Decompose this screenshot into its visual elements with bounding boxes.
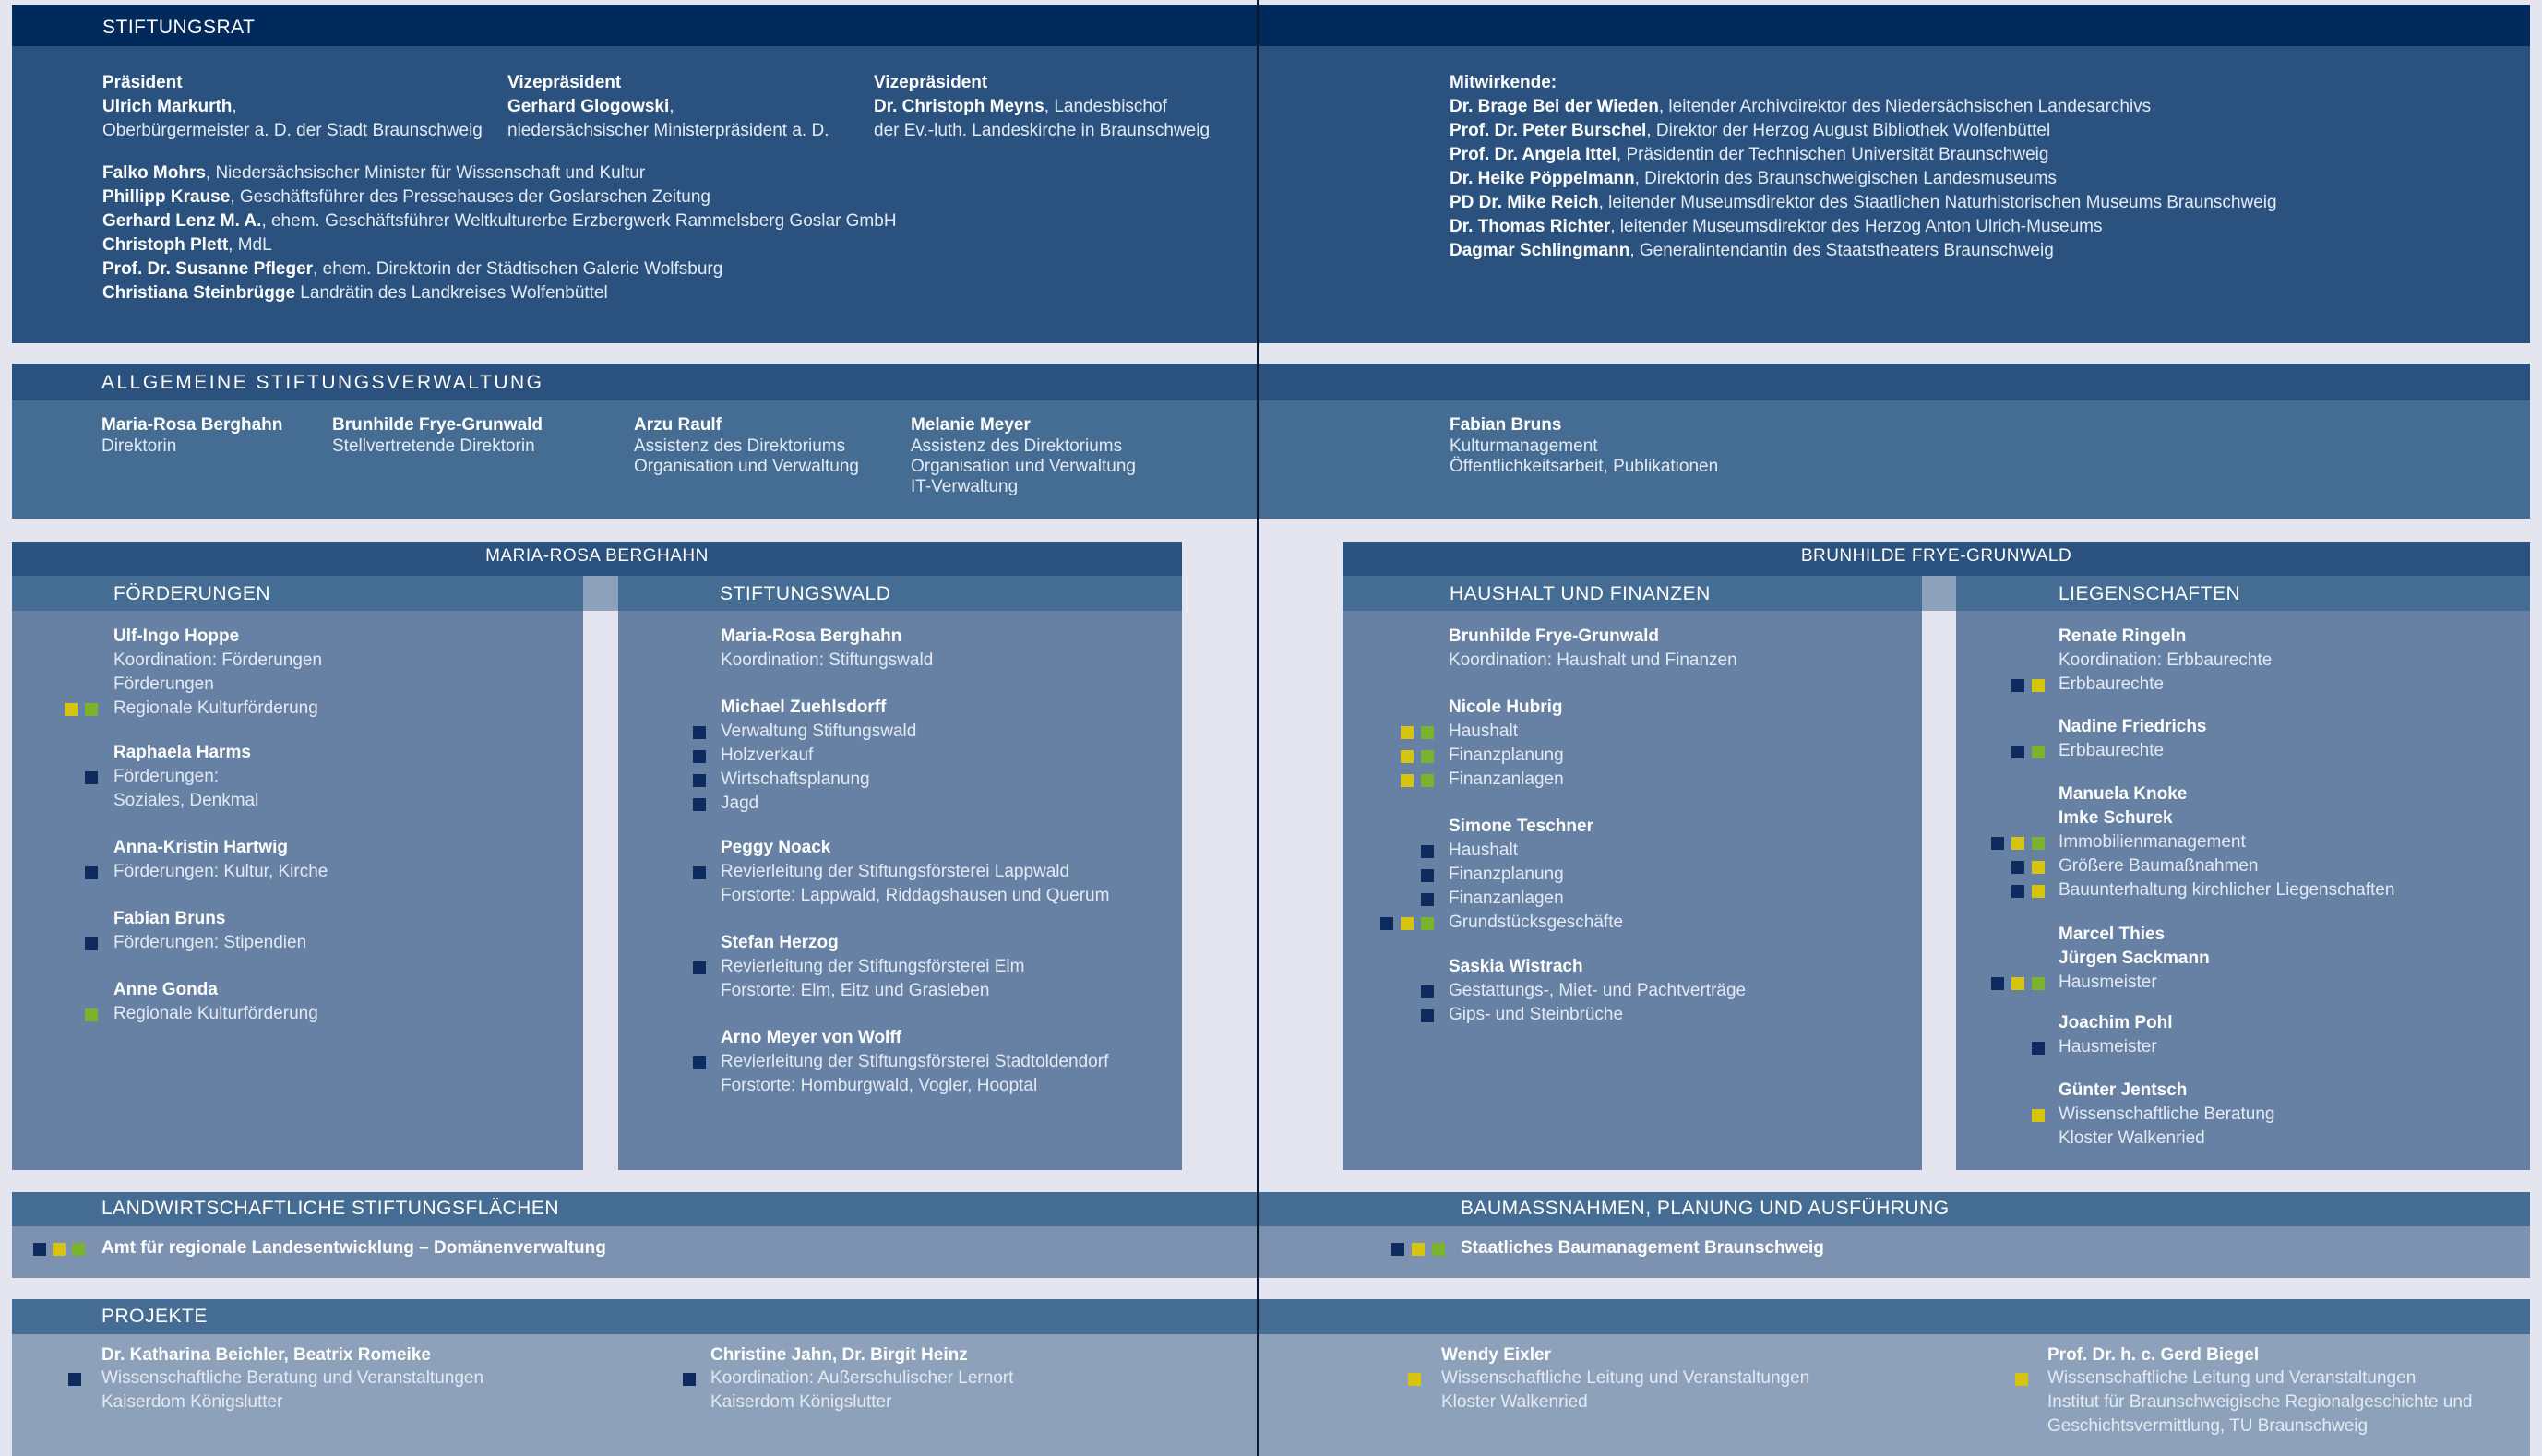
person-task: Soziales, Denkmal: [113, 791, 259, 810]
person-task: Finanzplanung: [1449, 865, 1564, 884]
contributor-desc: , Direktorin des Braunschweigischen Landesmuseums: [1634, 169, 2057, 188]
marker-navy: [33, 1243, 46, 1256]
staff-name: Arzu Raulf: [634, 415, 722, 435]
stiftungsrat-header-bar: [12, 5, 2530, 46]
person-task: Koordination: Erbbaurechte: [2059, 650, 2273, 670]
project-task: Wissenschaftliche Leitung und Veranstaltungen: [2047, 1368, 2417, 1388]
marker-yellow: [2032, 1109, 2045, 1122]
board-member-desc: , MdL: [228, 235, 272, 255]
stiftungsrat-title: STIFTUNGSRAT: [102, 17, 256, 38]
marker-yellow: [65, 703, 78, 716]
person-task: Erbbaurechte: [2059, 741, 2165, 760]
marker-navy: [683, 1373, 696, 1386]
marker-green: [85, 1008, 98, 1021]
bau-item: Staatliches Baumanagement Braunschweig: [1461, 1238, 1824, 1258]
marker-navy: [1380, 917, 1393, 930]
marker-green: [85, 703, 98, 716]
board-member-name: Falko Mohrs: [102, 163, 206, 183]
marker-yellow: [2032, 885, 2045, 898]
vice2-role: Vizepräsident: [874, 73, 988, 92]
marker-navy: [1421, 845, 1434, 858]
staff-role: Stellvertretende Direktorin: [332, 436, 535, 456]
marker-green: [2032, 977, 2045, 990]
haushalt-title: HAUSHALT UND FINANZEN: [1450, 583, 1711, 604]
contributor-name: Dr. Brage Bei der Wieden: [1450, 97, 1659, 116]
person-name: Simone Teschner: [1449, 817, 1593, 836]
contributor: [1450, 191, 2277, 215]
contributor-name: Prof. Dr. Peter Burschel: [1450, 121, 1647, 140]
marker-navy: [2011, 885, 2024, 898]
person-name: Anna-Kristin Hartwig: [113, 838, 288, 857]
person-name: Saskia Wistrach: [1449, 957, 1583, 976]
person-task: Verwaltung Stiftungswald: [721, 722, 917, 741]
contributor-name: Dr. Heike Pöppelmann: [1450, 169, 1635, 188]
person-name: Michael Zuehlsdorff: [721, 698, 887, 717]
marker-yellow: [1401, 726, 1414, 739]
marker-navy: [693, 798, 706, 811]
person-task: Forstorte: Homburgwald, Vogler, Hooptal: [721, 1076, 1038, 1095]
staff-name: Fabian Bruns: [1450, 415, 1562, 435]
project-task: Koordination: Außerschulischer Lernort: [710, 1368, 1014, 1388]
bau-title: BAUMASSNAHMEN, PLANUNG UND AUSFÜHRUNG: [1461, 1198, 1950, 1219]
person-name: Anne Gonda: [113, 980, 218, 999]
person-task: Bauunterhaltung kirchlicher Liegenschaften: [2059, 880, 2395, 900]
person-name: Renate Ringeln: [2059, 627, 2187, 646]
marker-green: [1421, 726, 1434, 739]
staff-role: Assistenz des Direktoriums: [911, 436, 1123, 456]
contributor: [1450, 95, 2151, 119]
board-member-desc: , ehem. Geschäftsführer Weltkulturerbe Erzbergwerk Rammelsberg Goslar GmbH: [261, 211, 897, 231]
vice1-name-line: Gerhard Glogowski,: [507, 97, 674, 116]
landwirtschaft-title: LANDWIRTSCHAFTLICHE STIFTUNGSFLÄCHEN: [101, 1198, 559, 1219]
contributor-name: PD Dr. Mike Reich: [1450, 193, 1599, 212]
marker-navy: [1421, 869, 1434, 882]
marker-yellow: [1401, 750, 1414, 763]
marker-green: [1421, 917, 1434, 930]
person-name: Nadine Friedrichs: [2059, 717, 2207, 736]
person-task: Förderungen:: [113, 767, 220, 786]
marker-green: [1421, 750, 1434, 763]
marker-navy: [68, 1373, 81, 1386]
board-member: [102, 281, 608, 305]
staff-role: Direktorin: [101, 436, 177, 456]
staff-name: Maria-Rosa Berghahn: [101, 415, 283, 435]
person-task: Forstorte: Elm, Eitz und Grasleben: [721, 981, 990, 1000]
contributor-desc: , leitender Archivdirektor des Niedersächsischen Landesarchivs: [1658, 97, 2152, 116]
board-member: [102, 233, 272, 257]
board-member: [102, 209, 897, 233]
projekte-title: PROJEKTE: [101, 1306, 208, 1327]
person-task: Finanzanlagen: [1449, 770, 1564, 789]
person-name: Maria-Rosa Berghahn: [721, 627, 902, 646]
board-member-name: Phillipp Krause: [102, 187, 231, 207]
center-divider: [1257, 0, 1259, 1456]
project-person: Dr. Katharina Beichler, Beatrix Romeike: [101, 1345, 431, 1365]
board-member-desc: Landrätin des Landkreises Wolfenbüttel: [295, 283, 608, 303]
marker-yellow: [2011, 837, 2024, 850]
person-task: Wirtschaftsplanung: [721, 770, 870, 789]
marker-green: [2032, 746, 2045, 758]
staff-role: Organisation und Verwaltung: [634, 457, 859, 476]
person-task: Koordination: Haushalt und Finanzen: [1449, 650, 1737, 670]
person-name: Peggy Noack: [721, 838, 831, 857]
contributor: [1450, 119, 2050, 143]
person-name: Ulf-Ingo Hoppe: [113, 627, 240, 646]
marker-navy: [2011, 861, 2024, 874]
person-task: Haushalt: [1449, 722, 1518, 741]
person-name: Imke Schurek: [2059, 808, 2173, 828]
contributor-name: Prof. Dr. Angela Ittel: [1450, 145, 1617, 164]
contributor-name: Dagmar Schlingmann: [1450, 241, 1630, 260]
marker-navy: [2011, 679, 2024, 692]
person-task: Koordination: Förderungen: [113, 650, 323, 670]
person-task: Förderungen: Kultur, Kirche: [113, 862, 328, 881]
person-task: Finanzplanung: [1449, 746, 1564, 765]
project-task: Institut für Braunschweigische Regionalgeschichte und: [2047, 1392, 2473, 1412]
board-member: [102, 257, 722, 281]
marker-navy: [1421, 1009, 1434, 1022]
person-task: Finanzanlagen: [1449, 889, 1564, 908]
person-name: Marcel Thies: [2059, 925, 2166, 944]
project-task: Geschichtsvermittlung, TU Braunschweig: [2047, 1416, 2369, 1436]
president-name-line: Ulrich Markurth,: [102, 97, 237, 116]
right-group-title: BRUNHILDE FRYE-GRUNWALD: [1800, 546, 2072, 566]
president-desc: Oberbürgermeister a. D. der Stadt Braunschweig: [102, 121, 483, 140]
marker-navy: [85, 771, 98, 784]
contributor: [1450, 215, 2103, 239]
vice2-name-line: Dr. Christoph Meyns, Landesbischof: [874, 97, 1167, 116]
vice1-role: Vizepräsident: [507, 73, 622, 92]
board-member: [102, 185, 710, 209]
person-name: Stefan Herzog: [721, 933, 839, 952]
contributors-label: Mitwirkende:: [1450, 73, 1557, 92]
vice2-desc: der Ev.-luth. Landeskirche in Braunschweig: [874, 121, 1211, 140]
staff-role: Assistenz des Direktoriums: [634, 436, 846, 456]
staff-role: Öffentlichkeitsarbeit, Publikationen: [1450, 457, 1719, 476]
marker-navy: [693, 750, 706, 763]
person-task: Gips- und Steinbrüche: [1449, 1005, 1624, 1024]
person-task: Forstorte: Lappwald, Riddagshausen und Querum: [721, 886, 1110, 905]
verwaltung-title: ALLGEMEINE STIFTUNGSVERWALTUNG: [101, 372, 544, 393]
person-task: Revierleitung der Stiftungsförsterei Stadtoldendorf: [721, 1052, 1109, 1071]
landwirtschaft-item: Amt für regionale Landesentwicklung – Domänenverwaltung: [101, 1238, 606, 1258]
projekte-header-bar: [12, 1299, 2530, 1334]
board-member-desc: , Geschäftsführer des Pressehauses der Goslarschen Zeitung: [230, 187, 710, 207]
board-member-name: Prof. Dr. Susanne Pfleger: [102, 259, 314, 279]
foerderungen-divider: [583, 576, 618, 611]
marker-yellow: [2032, 861, 2045, 874]
marker-navy: [2032, 1042, 2045, 1055]
person-task: Immobilienmanagement: [2059, 832, 2246, 852]
person-task: Jagd: [721, 794, 759, 813]
wald-title: STIFTUNGSWALD: [720, 583, 891, 604]
project-task: Kloster Walkenried: [1441, 1392, 1588, 1412]
person-name: Raphaela Harms: [113, 743, 251, 762]
marker-yellow: [2011, 977, 2024, 990]
person-task: Revierleitung der Stiftungsförsterei Lappwald: [721, 862, 1070, 881]
marker-navy: [693, 961, 706, 974]
marker-green: [72, 1243, 85, 1256]
wald-header: [618, 576, 1182, 611]
president-role: Präsident: [102, 73, 183, 92]
liegenschaften-title: LIEGENSCHAFTEN: [2059, 583, 2241, 604]
liegenschaften-header: [1956, 576, 2530, 611]
person-name: Günter Jentsch: [2059, 1080, 2188, 1100]
staff-role: Kulturmanagement: [1450, 436, 1598, 456]
person-task: Hausmeister: [2059, 973, 2157, 992]
project-task: Kaiserdom Königslutter: [101, 1392, 283, 1412]
left-group-title: MARIA-ROSA BERGHAHN: [485, 546, 709, 566]
marker-navy: [1991, 837, 2004, 850]
person-task: Kloster Walkenried: [2059, 1128, 2205, 1148]
contributor: [1450, 167, 2057, 191]
person-name: Joachim Pohl: [2059, 1013, 2173, 1032]
person-name: Nicole Hubrig: [1449, 698, 1563, 717]
board-member: [102, 161, 645, 185]
person-task: Förderungen: Stipendien: [113, 933, 307, 952]
marker-navy: [85, 866, 98, 879]
marker-navy: [693, 866, 706, 879]
staff-name: Brunhilde Frye-Grunwald: [332, 415, 543, 435]
person-name: Brunhilde Frye-Grunwald: [1449, 627, 1660, 646]
project-task: Wissenschaftliche Leitung und Veranstaltungen: [1441, 1368, 1810, 1388]
person-task: Regionale Kulturförderung: [113, 698, 318, 718]
marker-green: [2032, 837, 2045, 850]
marker-yellow: [1401, 774, 1414, 787]
contributor-desc: , Präsidentin der Technischen Universität Braunschweig: [1616, 145, 2049, 164]
person-task: Erbbaurechte: [2059, 674, 2165, 694]
contributor-desc: , leitender Museumsdirektor des Staatlichen Naturhistorischen Museums Braunschweig: [1598, 193, 2277, 212]
person-name: Jürgen Sackmann: [2059, 949, 2210, 968]
contributor: [1450, 239, 2054, 263]
board-member-name: Christoph Plett: [102, 235, 229, 255]
person-name: Fabian Bruns: [113, 909, 226, 928]
marker-navy: [1991, 977, 2004, 990]
marker-yellow: [53, 1243, 66, 1256]
marker-navy: [1391, 1243, 1404, 1256]
staff-role: Organisation und Verwaltung: [911, 457, 1136, 476]
person-task: Koordination: Stiftungswald: [721, 650, 934, 670]
project-person: Wendy Eixler: [1441, 1345, 1551, 1365]
marker-yellow: [2032, 679, 2045, 692]
board-member-desc: , Niedersächsischer Minister für Wissenschaft und Kultur: [205, 163, 646, 183]
board-member-desc: , ehem. Direktorin der Städtischen Galerie Wolfsburg: [313, 259, 723, 279]
marker-yellow: [1408, 1373, 1421, 1386]
foerderungen-title: FÖRDERUNGEN: [113, 583, 271, 604]
marker-navy: [2011, 746, 2024, 758]
marker-green: [1421, 774, 1434, 787]
contributor-desc: , Generalintendantin des Staatstheaters Braunschweig: [1629, 241, 2054, 260]
contributor-desc: , leitender Museumsdirektor des Herzog Anton Ulrich-Museums: [1610, 217, 2103, 236]
marker-yellow: [2015, 1373, 2028, 1386]
marker-navy: [1421, 893, 1434, 906]
marker-navy: [693, 1056, 706, 1069]
person-task: Regionale Kulturförderung: [113, 1004, 318, 1023]
person-task: Gestattungs-, Miet- und Pachtverträge: [1449, 981, 1747, 1000]
marker-yellow: [1412, 1243, 1425, 1256]
project-person: Prof. Dr. h. c. Gerd Biegel: [2047, 1345, 2260, 1365]
person-name: Manuela Knoke: [2059, 784, 2188, 804]
marker-navy: [693, 726, 706, 739]
board-member-name: Gerhard Lenz M. A.: [102, 211, 262, 231]
project-task: Kaiserdom Königslutter: [710, 1392, 892, 1412]
marker-green: [1432, 1243, 1445, 1256]
project-task: Wissenschaftliche Beratung und Veranstaltungen: [101, 1368, 484, 1388]
contributor-desc: , Direktor der Herzog August Bibliothek Wolfenbüttel: [1646, 121, 2051, 140]
project-person: Christine Jahn, Dr. Birgit Heinz: [710, 1345, 968, 1365]
person-task: Förderungen: [113, 674, 214, 694]
contributor: [1450, 143, 2048, 167]
person-task: Haushalt: [1449, 841, 1518, 860]
person-task: Grundstücksgeschäfte: [1449, 913, 1624, 932]
person-task: Revierleitung der Stiftungsförsterei Elm: [721, 957, 1025, 976]
marker-yellow: [1401, 917, 1414, 930]
person-name: Arno Meyer von Wolff: [721, 1028, 901, 1047]
haushalt-divider: [1922, 576, 1956, 611]
person-task: Hausmeister: [2059, 1037, 2157, 1056]
staff-name: Melanie Meyer: [911, 415, 1031, 435]
marker-navy: [693, 774, 706, 787]
person-task: Wissenschaftliche Beratung: [2059, 1104, 2275, 1124]
marker-navy: [85, 937, 98, 950]
person-task: Holzverkauf: [721, 746, 814, 765]
board-member-name: Christiana Steinbrügge: [102, 283, 296, 303]
vice1-desc: niedersächsischer Ministerpräsident a. D.: [507, 121, 829, 140]
marker-navy: [1421, 985, 1434, 998]
foerderungen-header: [12, 576, 583, 611]
staff-role: IT-Verwaltung: [911, 477, 1019, 496]
person-task: Größere Baumaßnahmen: [2059, 856, 2259, 876]
contributor-name: Dr. Thomas Richter: [1450, 217, 1611, 236]
